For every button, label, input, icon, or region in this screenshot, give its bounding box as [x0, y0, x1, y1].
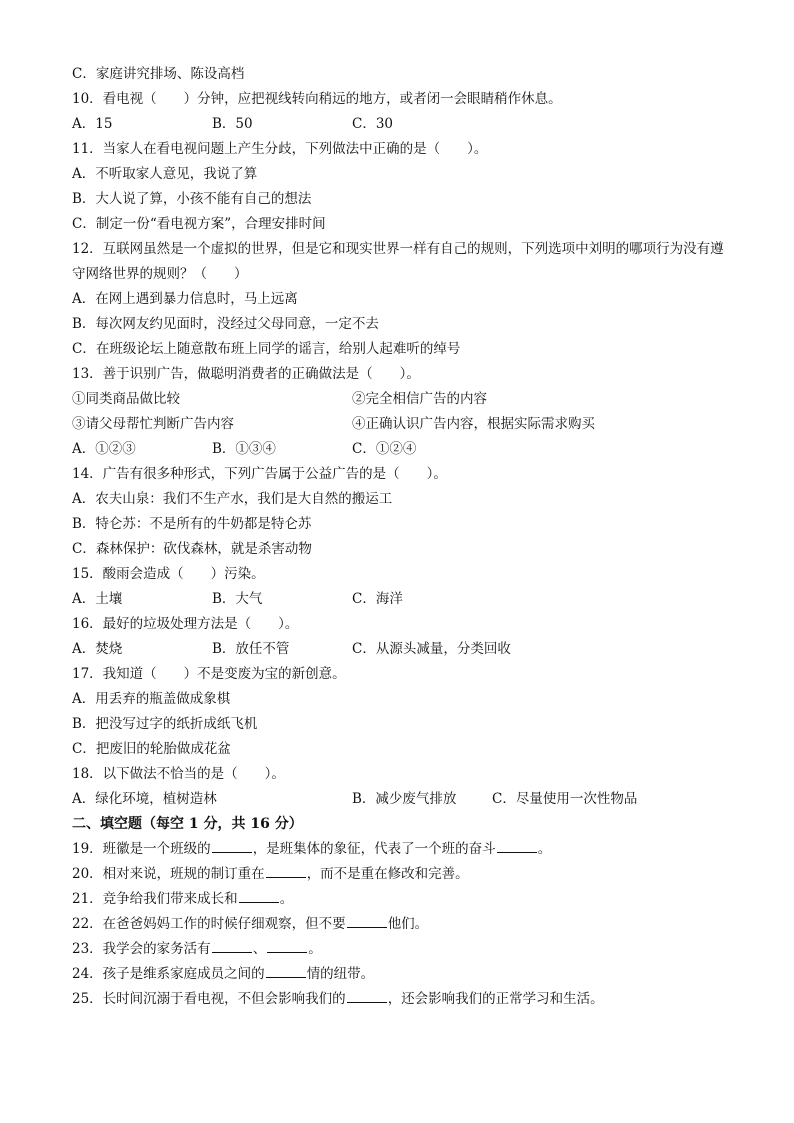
q9-option-c: C．家庭讲究排场、陈设高档	[72, 66, 245, 82]
q16-option-c: C．从源头减量，分类回收	[352, 641, 511, 657]
q10-options	[72, 112, 732, 137]
q10-option-c: C．30	[352, 116, 394, 132]
q18-options	[72, 787, 732, 812]
q16-option-a: A．焚烧	[72, 641, 123, 657]
q20	[72, 862, 732, 887]
q24-text-2: 情的纽带。	[306, 966, 375, 982]
q12-option-b: B．每次网友约见面时，没经过父母同意，一定不去	[72, 316, 379, 332]
q23-text-3: 。	[308, 941, 322, 957]
q15-option-a: A．土壤	[72, 591, 123, 607]
q13-statements-row2	[72, 412, 732, 437]
q20-blank-1	[266, 863, 306, 878]
section-2-heading: 二、填空题（每空 1 分，共 16 分）	[72, 816, 303, 832]
q21-blank-1	[239, 888, 279, 903]
q18-option-b: B．减少废气排放	[352, 791, 457, 807]
q14-stem: 14．广告有很多种形式，下列广告属于公益广告的是（ ）。	[72, 466, 447, 482]
q22	[72, 912, 732, 937]
q22-blank-1	[347, 913, 387, 928]
q25-text-2: ，还会影响我们的正常学习和生活。	[387, 991, 604, 1007]
q23-blank-2	[267, 938, 307, 953]
q14-option-c: C．森林保护：砍伐森林，就是杀害动物	[72, 541, 312, 557]
q11-option-a: A．不听取家人意见，我说了算	[72, 166, 258, 182]
q11-option-b: B．大人说了算，小孩不能有自己的想法	[72, 191, 312, 207]
q13-statements-row1	[72, 387, 732, 412]
q24	[72, 962, 732, 987]
q24-blank-1	[266, 963, 306, 978]
q13-statement-4: ④正确认识广告内容，根据实际需求购买	[352, 416, 595, 432]
q16-option-b: B．放任不管	[212, 641, 290, 657]
q25-blank-1	[347, 988, 387, 1003]
q17-option-a: A．用丢弃的瓶盖做成象棋	[72, 691, 231, 707]
q13-option-c: C．①②④	[352, 441, 417, 457]
q23-blank-1	[212, 938, 252, 953]
q13-stem: 13．善于识别广告，做聪明消费者的正确做法是（ ）。	[72, 366, 420, 382]
q19-text-3: 。	[537, 841, 552, 857]
q21-text-2: 。	[279, 891, 294, 907]
q23-text-1: 23．我学会的家务活有	[72, 941, 211, 957]
q16-options	[72, 637, 732, 662]
q19	[72, 837, 732, 862]
q12-option-a: A．在网上遇到暴力信息时，马上远离	[72, 291, 298, 307]
q15-option-c: C．海洋	[352, 591, 403, 607]
exam-page	[72, 62, 732, 1012]
q15-option-b: B．大气	[212, 591, 263, 607]
q24-text-1: 24．孩子是维系家庭成员之间的	[72, 966, 265, 982]
q19-blank-1	[212, 838, 252, 853]
q22-text-1: 22．在爸爸妈妈工作的时候仔细观察，但不要	[72, 916, 346, 932]
q18-option-c: C．尽量使用一次性物品	[492, 791, 638, 807]
q13-option-b: B．①③④	[212, 441, 276, 457]
q11-stem: 11．当家人在看电视问题上产生分歧，下列做法中正确的是（ ）。	[72, 141, 488, 157]
q15-stem: 15．酸雨会造成（ ）污染。	[72, 566, 265, 582]
q10-stem: 10．看电视（ ）分钟，应把视线转向稍远的地方，或者闭一会眼睛稍作休息。	[72, 91, 562, 107]
q18-option-a: A．绿化环境，植树造林	[72, 791, 217, 807]
q17-stem: 17．我知道（ ）不是变废为宝的新创意。	[72, 666, 346, 682]
q14-option-b: B．特仑苏：不是所有的牛奶都是特仑苏	[72, 516, 312, 532]
q13-statement-1: ①同类商品做比较	[72, 391, 180, 407]
q25	[72, 987, 732, 1012]
q15-options	[72, 587, 732, 612]
q12-option-c: C．在班级论坛上随意散布班上同学的谣言，给别人起难听的绰号	[72, 341, 461, 357]
q22-text-2: 他们。	[387, 916, 429, 932]
q23-text-2: 、	[252, 941, 267, 957]
q20-text-1: 20．相对来说，班规的制订重在	[72, 866, 265, 882]
q20-text-2: ，而不是重在修改和完善。	[306, 866, 469, 882]
q13-statement-2: ②完全相信广告的内容	[352, 391, 487, 407]
q19-text-1: 19．班徽是一个班级的	[72, 841, 211, 857]
q11-option-c: C．制定一份“看电视方案”，合理安排时间	[72, 216, 326, 232]
q21	[72, 887, 732, 912]
q19-text-2: ，是班集体的象征，代表了一个班的奋斗	[252, 841, 496, 857]
q10-option-b: B．50	[212, 116, 253, 132]
q25-text-1: 25．长时间沉溺于看电视，不但会影响我们的	[72, 991, 346, 1007]
q13-statement-3: ③请父母帮忙判断广告内容	[72, 416, 234, 432]
q16-stem: 16．最好的垃圾处理方法是（ ）。	[72, 616, 299, 632]
q10-option-a: A．15	[72, 116, 113, 132]
q17-option-b: B．把没写过字的纸折成纸飞机	[72, 716, 258, 732]
q18-stem: 18．以下做法不恰当的是（ ）。	[72, 766, 285, 782]
q19-blank-2	[497, 838, 537, 853]
q14-option-a: A．农夫山泉：我们不生产水，我们是大自然的搬运工	[72, 491, 393, 507]
q21-text-1: 21．竞争给我们带来成长和	[72, 891, 238, 907]
q13-options	[72, 437, 732, 462]
q23	[72, 937, 732, 962]
q12-stem: 12．互联网虽然是一个虚拟的世界，但是它和现实世界一样有自己的规则，下列选项中刘明的哪项行为没有遵守网络世界的规则？（ ）	[72, 241, 724, 282]
q17-option-c: C．把废旧的轮胎做成花盆	[72, 741, 231, 757]
q13-option-a: A．①②③	[72, 441, 136, 457]
